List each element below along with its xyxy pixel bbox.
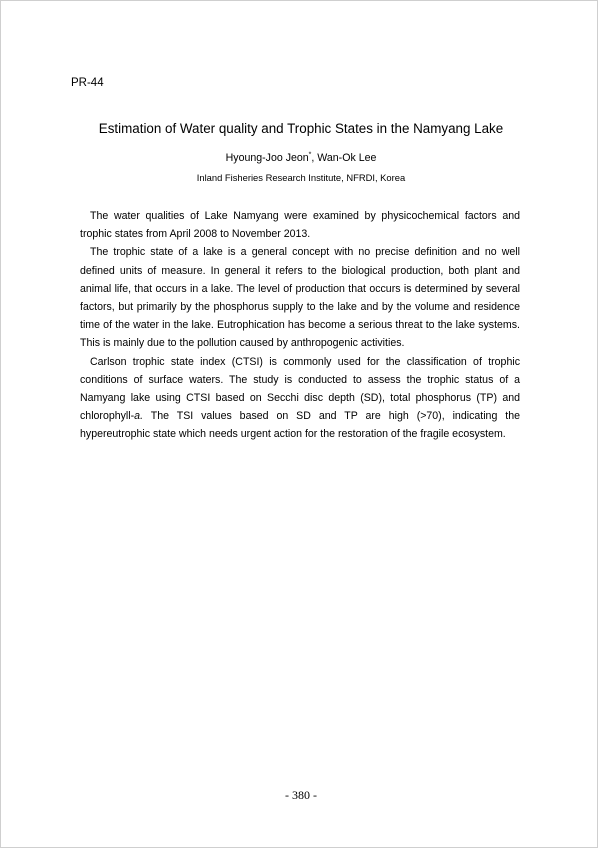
- abstract-paragraph-1: The water qualities of Lake Namyang were examined by physicochemical factors and trophic states from April 2008 to November 2013.: [80, 210, 520, 241]
- abstract-paragraph-2: The trophic state of a lake is a general concept with no precise definition and no well defined units of measure. In general it refers to the biological production, both plant and animal life, that occurs in a lake. The level of production that occurs is determined by several factors, but primarily by the phosphorus supply to the lake and by the volume and residence time of the water in the lake. Eutrophication has become a serious threat to the lake systems. This is mainly due to the pollution caused by anthropogenic activities.: [80, 246, 520, 350]
- paragraph-3-text-start: Carlson trophic state index (CTSI) is commonly used for the classification of trophic conditions of surface waters. The study is conducted to assess the trophic status of a Namyang lake using CTSI based on Secchi disc depth (SD), total phosphorus (TP) and chlorophyll-: [80, 355, 520, 423]
- page-number: - 380 -: [285, 788, 317, 802]
- paper-title: Estimation of Water quality and Trophic States in the Namyang Lake: [98, 121, 504, 136]
- abstract-paragraph-3: [80, 353, 520, 444]
- paper-code: PR-44: [71, 77, 104, 89]
- paragraph-3-italic: a.: [134, 410, 144, 423]
- author-rest: , Wan-Ok Lee: [311, 152, 377, 164]
- affiliation: Inland Fisheries Research Institute, NFRDI, Korea: [196, 172, 406, 183]
- paragraph-3-text-end: The TSI values based on SD and TP are high (>70), indicating the hypereutrophic state which needs urgent action for the restoration of the fragile ecosystem.: [80, 410, 520, 441]
- abstract-body: [80, 207, 520, 444]
- author-line: [1, 152, 600, 164]
- corresponding-author-mark: *: [308, 151, 312, 159]
- author-first: Hyoung-Joo Jeon: [225, 152, 309, 164]
